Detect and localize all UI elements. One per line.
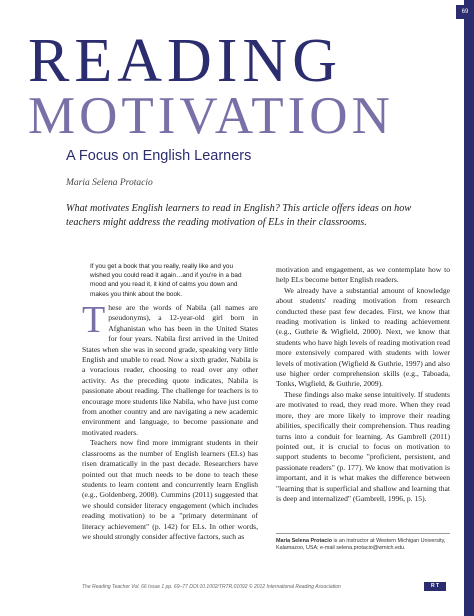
page-edge-bar xyxy=(464,0,474,616)
drop-cap: T xyxy=(82,299,106,341)
title-line-1: READING xyxy=(28,27,342,95)
abstract: What motivates English learners to read in English? This article offers ideas on how teachers might address the reading motivation of ELs in their classrooms. xyxy=(66,203,412,228)
footer-citation: The Reading Teacher Vol. 66 Issue 1 pp. 69–77 DOI:10.1002/TRTR.01092 © 2012 International Reading Association xyxy=(82,584,341,590)
bio-name: Maria Selena Protacio xyxy=(276,538,333,544)
pull-quote: If you get a book that you really, really like and you wished you could read it again…and if you're in a bad mood and you read it, it kind of calms you down and makes you think about the book. xyxy=(90,263,242,298)
body-column-2 xyxy=(276,265,450,504)
author: Maria Selena Protacio xyxy=(66,178,153,188)
subtitle: A Focus on English Learners xyxy=(66,148,252,164)
body-column-1 xyxy=(82,299,258,542)
column2-paragraph-2: We already have a substantial amount of knowledge about students' reading motivation from research conducted these past few decades. First, we know that reading motivation is linked to reading achievement (e.g., Guthrie & Wigfield, 2000). Next, we know that students who have high levels of reading motivation read more extensively compared with students with lower levels of motivation (Wigfield & Guthrie, 1997) and also use higher order comprehension skills (e.g., Taboada, Tonks, Wigfield, & Guthrie, 2009). xyxy=(276,285,450,389)
bio-divider xyxy=(276,533,450,534)
journal-logo: R T xyxy=(424,582,446,591)
page-number: 69 xyxy=(456,5,474,19)
title-line-2: MOTIVATION xyxy=(28,87,394,145)
bio-text: is an instructor at Western Michigan University, Kalamazoo, USA; e-mail selena.protacio@wmich.edu. xyxy=(276,538,446,552)
column1-paragraph-1-text: hese are the words of Nabila (all names are pseudonyms), a 12-year-old girl born in Afghanistan who has been in the United States for four years. Nabila first arrived in the United States when she was in second grade, speaking very little English and unable to read. Now a sixth grader, Nabila is a voracious reader, choosing to read over any other activity. As the preceding quote indicates, Nabila is passionate about reading. The challenge for teachers is to encourage more students like Nabila, who have just come from another country and are navigating a new academic environment and language, to become passionate and motivated readers. xyxy=(82,303,258,437)
column2-paragraph-3: These findings also make sense intuitively. If students are motivated to read, they read more. When they read more, they are more likely to improve their reading abilities, specifically their comprehension. Thus reading turns into a conduit for learning. As Gambrell (2011) pointed out, it is crucial to focus on motivation to support students to become "proficient, persistent, and passionate readers" (p. 177). We know that motivation is important, and it is what makes the difference between "learning that is superficial and shallow and learning that is deep and internalized" (Gambrell, 1996, p. 15). xyxy=(276,389,450,503)
column1-paragraph-2: Teachers now find more immigrant students in their classrooms as the number of English learners (ELs) has risen dramatically in the past decade. Researchers have pointed out that much needs to be done to teach these students to learn content and concurrently learn English (e.g., Goldenberg, 2008). Cummins (2011) suggested that we should consider literacy engagement (which includes reading motivation) to be a "primary determinant of literacy achievement" (p. 142) for ELs. In other words, we should strongly consider affective factors, such as xyxy=(82,438,258,541)
column1-paragraph-1 xyxy=(82,299,258,438)
column2-paragraph-1: motivation and engagement, as we contemplate how to help ELs become better English readers. xyxy=(276,265,450,285)
author-bio xyxy=(276,538,452,552)
